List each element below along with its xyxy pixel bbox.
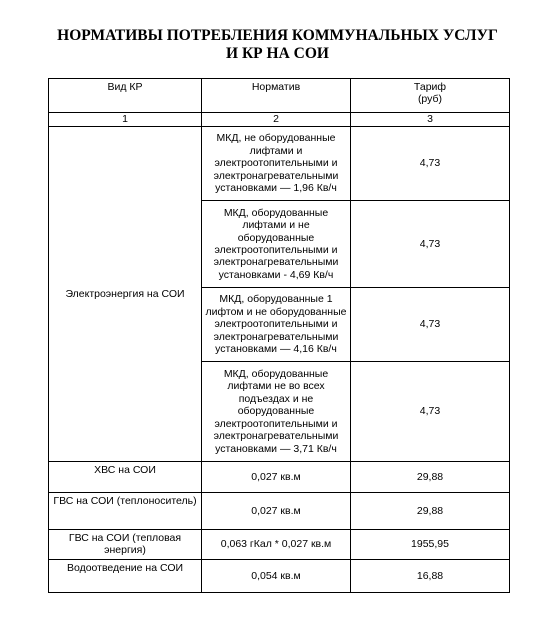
electro-tariff-cell: 4,73	[351, 201, 510, 288]
tariff-cell: 29,88	[351, 493, 510, 530]
table-row	[49, 530, 510, 560]
col-number-3: 3	[351, 113, 510, 127]
electro-tariff-cell: 4,73	[351, 288, 510, 362]
norms-table	[48, 78, 510, 593]
electro-norm-cell: МКД, оборудованные лифтами не во всех подъездах и не оборудованные электроотопительными и электронагревательными установками — 3,71 Кв/ч	[202, 362, 351, 462]
electro-tariff-cell: 4,73	[351, 127, 510, 201]
header-norm: Норматив	[202, 79, 351, 113]
tariff-cell: 1955,95	[351, 530, 510, 560]
electro-tariff-cell: 4,73	[351, 362, 510, 462]
col-number-2: 2	[202, 113, 351, 127]
kind-cell: ХВС на СОИ	[49, 462, 202, 493]
kind-cell: ГВС на СОИ (теплоноситель)	[49, 493, 202, 530]
norm-cell: 0,063 гКал * 0,027 кв.м	[202, 530, 351, 560]
tariff-cell: 29,88	[351, 462, 510, 493]
page-title	[0, 27, 555, 63]
column-number-row	[49, 113, 510, 127]
table-row	[49, 127, 510, 201]
kind-cell: ГВС на СОИ (тепловая энергия)	[49, 530, 202, 560]
electro-norm-cell: МКД, не оборудованные лифтами и электроотопительными и электронагревательными установками — 1,96 Кв/ч	[202, 127, 351, 201]
header-tariff-line2: (руб)	[417, 93, 443, 106]
tariff-cell: 16,88	[351, 560, 510, 593]
header-kind: Вид КР	[49, 79, 202, 113]
kind-cell: Водоотведение на СОИ	[49, 560, 202, 593]
title-line-2: И КР НА СОИ	[226, 45, 329, 62]
table-row	[49, 493, 510, 530]
col-number-1: 1	[49, 113, 202, 127]
title-line-1: НОРМАТИВЫ ПОТРЕБЛЕНИЯ КОММУНАЛЬНЫХ УСЛУГ	[57, 27, 498, 44]
header-row	[49, 79, 510, 113]
table-row	[49, 560, 510, 593]
header-tariff	[351, 79, 510, 113]
electro-norm-cell: МКД, оборудованные лифтами и не оборудованные электроотопительными и электронагревательными установками - 4,69 Кв/ч	[202, 201, 351, 288]
norm-cell: 0,027 кв.м	[202, 493, 351, 530]
table-row	[49, 462, 510, 493]
electro-norm-cell: МКД, оборудованные 1 лифтом и не оборудованные электроотопительными и электронагревательными установками — 4,16 Кв/ч	[202, 288, 351, 362]
electro-kind-cell: Электроэнергия на СОИ	[49, 127, 202, 462]
norm-cell: 0,027 кв.м	[202, 462, 351, 493]
norm-cell: 0,054 кв.м	[202, 560, 351, 593]
header-tariff-line1: Тариф	[413, 81, 447, 93]
